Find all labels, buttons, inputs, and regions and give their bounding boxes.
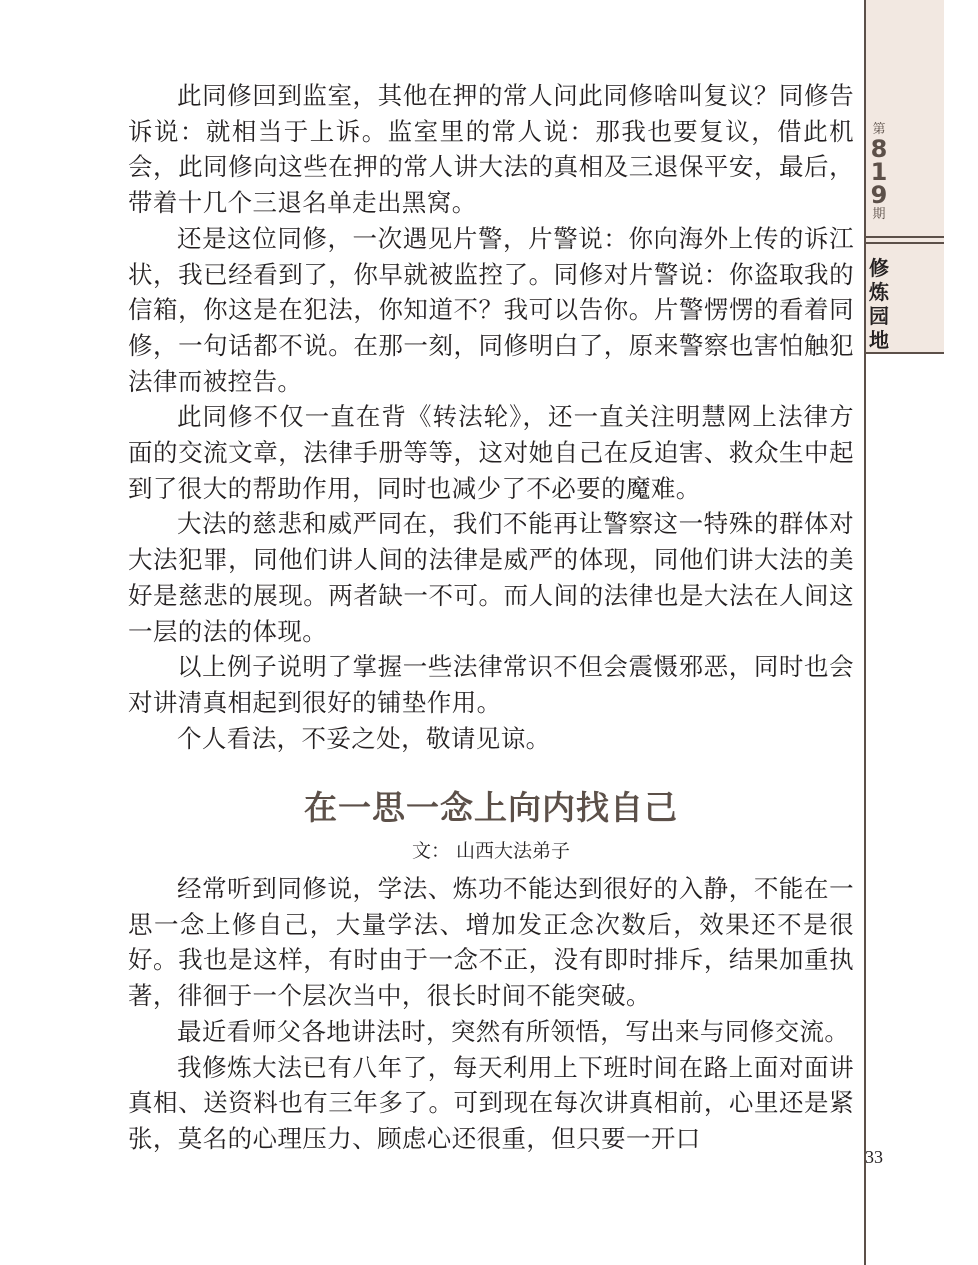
sidebar-divider [866, 236, 944, 238]
section-char: 园 [869, 304, 889, 328]
sidebar-tab [866, 0, 944, 354]
section-name [866, 256, 892, 352]
article-body [128, 871, 854, 1157]
section-char: 地 [869, 328, 889, 352]
section-char: 修 [869, 256, 889, 280]
issue-suffix: 期 [872, 207, 886, 222]
paragraph: 以上例子说明了掌握一些法律常识不但会震慑邪恶，同时也会对讲清真相起到很好的铺垫作用。 [128, 652, 854, 717]
text-column [128, 78, 854, 1153]
issue-digit: 8 [870, 135, 888, 163]
paragraph: 此同修不仅一直在背《转法轮》，还一直关注明慧网上法律方面的交流文章，法律手册等等，这对她自己在反迫害、救众生中起到了很大的帮助作用，同时也减少了不必要的魔难。 [128, 402, 854, 503]
page-number: 33 [865, 1147, 883, 1167]
issue-digit: 1 [870, 158, 888, 186]
paragraph: 个人看法，不妥之处，敬请见谅。 [177, 723, 551, 753]
paragraph: 此同修回到监室，其他在押的常人问此同修啥叫复议？同修告诉说：就相当于上诉。监室里的常人说：那我也要复议，借此机会，此同修向这些在押的常人讲大法的真相及三退保平安，最后，带着十几个三退名单走出黑窝。 [128, 81, 854, 218]
paragraph: 最近看师父各地讲法时，突然有所领悟，写出来与同修交流。 [177, 1016, 850, 1046]
paragraph: 我修炼大法已有八年了，每天利用上下班时间在路上面对面讲真相、送资料也有三年多了。可到现在每次讲真相前，心里还是紧张，莫名的心理压力、顾虑心还很重，但只要一开口 [128, 1052, 854, 1153]
paragraph: 经常听到同修说，学法、炼功不能达到很好的入静，不能在一思一念上修自己，大量学法、增加发正念次数后，效果还不是很好。我也是这样，有时由于一念不正，没有即时排斥，结果加重执著，徘徊于一个层次当中，很长时间不能突破。 [128, 874, 854, 1011]
issue-digit: 9 [870, 181, 888, 209]
paragraph: 还是这位同修，一次遇见片警，片警说：你向海外上传的诉江状，我已经看到了，你早就被监控了。同修对片警说：你盗取我的信箱，你这是在犯法，你知道不？我可以告你。片警愣愣的看着同修，一句话都不说。在那一刻，同修明白了，原来警察也害怕触犯法律而被控告。 [128, 223, 854, 396]
paragraph: 大法的慈悲和威严同在，我们不能再让警察这一特殊的群体对大法犯罪，同他们讲人间的法律是威严的体现，同他们讲大法的美好是慈悲的展现。两者缺一不可。而人间的法律也是大法在人间这一层的法的体现。 [128, 509, 854, 646]
issue-label [866, 122, 892, 223]
issue-prefix: 第 [872, 122, 886, 137]
sidebar-divider [866, 242, 944, 244]
article-byline: 文： 山西大法弟子 [411, 840, 571, 862]
article-title: 在一思一念上向内找自己 [304, 788, 678, 827]
section-char: 炼 [869, 280, 889, 304]
previous-article-body [128, 78, 854, 756]
